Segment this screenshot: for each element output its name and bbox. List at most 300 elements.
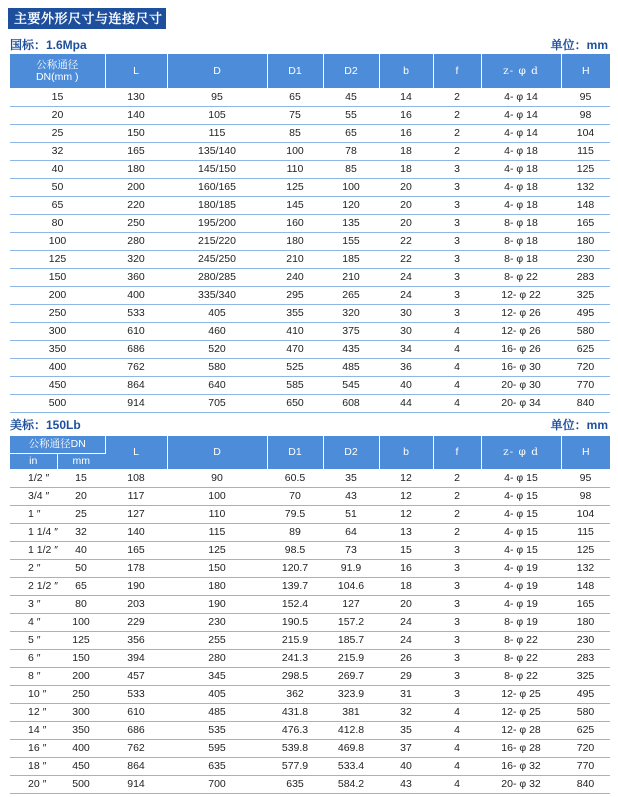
table-cell: 80 xyxy=(10,214,105,232)
table-cell: 215/220 xyxy=(167,232,267,250)
header-zphid: z- φ d xyxy=(481,436,561,469)
table-cell: 65 xyxy=(267,88,323,106)
table-cell: 230 xyxy=(561,631,610,649)
table-row xyxy=(10,739,610,757)
table-cell: 20 xyxy=(57,487,105,505)
table-row xyxy=(10,523,610,541)
table-cell: 18 xyxy=(379,160,433,178)
table-cell: 40 xyxy=(379,757,433,775)
table-cell: 8- φ 18 xyxy=(481,232,561,250)
table-cell: 298.5 xyxy=(267,667,323,685)
header-D: D xyxy=(167,436,267,469)
table-cell: 3 xyxy=(433,196,481,214)
table-cell: 95 xyxy=(561,88,610,106)
table-cell: 412.8 xyxy=(323,721,379,739)
table-row xyxy=(10,178,610,196)
table-cell: 37 xyxy=(379,739,433,757)
table-cell: 104 xyxy=(561,124,610,142)
table-cell: 100 xyxy=(167,487,267,505)
header-in: in xyxy=(10,453,57,469)
table-row xyxy=(10,286,610,304)
table-cell: 4 xyxy=(433,340,481,358)
table-cell: 145 xyxy=(267,196,323,214)
table-cell: 165 xyxy=(105,142,167,160)
table-cell: 350 xyxy=(10,340,105,358)
table-cell: 4- φ 15 xyxy=(481,523,561,541)
table-cell: 325 xyxy=(561,667,610,685)
table-cell: 355 xyxy=(267,304,323,322)
table-cell: 4- φ 18 xyxy=(481,178,561,196)
table-cell: 4- φ 19 xyxy=(481,595,561,613)
table-cell: 95 xyxy=(167,88,267,106)
table-cell: 140 xyxy=(105,106,167,124)
table-cell: 4- φ 14 xyxy=(481,88,561,106)
table-cell: 229 xyxy=(105,613,167,631)
table-cell: 520 xyxy=(167,340,267,358)
table-cell: 3 ″ xyxy=(10,595,57,613)
table-cell: 495 xyxy=(561,304,610,322)
table-cell: 25 xyxy=(57,505,105,523)
table-cell: 89 xyxy=(267,523,323,541)
table-cell: 12- φ 25 xyxy=(481,685,561,703)
header-H: H xyxy=(561,54,610,88)
table-row xyxy=(10,124,610,142)
table-cell: 325 xyxy=(561,286,610,304)
table-cell: 5 ″ xyxy=(10,631,57,649)
table-row xyxy=(10,232,610,250)
table-cell: 180 xyxy=(561,232,610,250)
table-cell: 864 xyxy=(105,757,167,775)
table-cell: 64 xyxy=(323,523,379,541)
table-cell: 16 xyxy=(379,106,433,124)
table-cell: 300 xyxy=(57,703,105,721)
table-cell: 4 xyxy=(433,376,481,394)
table-cell: 190.5 xyxy=(267,613,323,631)
table-cell: 300 xyxy=(10,322,105,340)
table-cell: 157.2 xyxy=(323,613,379,631)
table-cell: 410 xyxy=(267,322,323,340)
table-cell: 450 xyxy=(57,757,105,775)
table-cell: 18 xyxy=(379,142,433,160)
table-row xyxy=(10,214,610,232)
table-cell: 120.7 xyxy=(267,559,323,577)
table-cell: 35 xyxy=(323,469,379,487)
table-cell: 686 xyxy=(105,340,167,358)
table-cell: 26 xyxy=(379,649,433,667)
table-cell: 127 xyxy=(105,505,167,523)
table-cell: 3 xyxy=(433,559,481,577)
table-cell: 24 xyxy=(379,286,433,304)
table-cell: 165 xyxy=(561,595,610,613)
table-cell: 125 xyxy=(57,631,105,649)
table-cell: 12- φ 26 xyxy=(481,304,561,322)
table-cell: 577.9 xyxy=(267,757,323,775)
table-cell: 431.8 xyxy=(267,703,323,721)
table-cell: 29 xyxy=(379,667,433,685)
table-cell: 2 ″ xyxy=(10,559,57,577)
table-cell: 3 xyxy=(433,667,481,685)
table-cell: 35 xyxy=(379,721,433,739)
table-cell: 3 xyxy=(433,685,481,703)
table-cell: 650 xyxy=(267,394,323,412)
table-cell: 3 xyxy=(433,268,481,286)
table-cell: 4 xyxy=(433,739,481,757)
table-row xyxy=(10,196,610,214)
table-cell: 240 xyxy=(267,268,323,286)
table-cell: 200 xyxy=(57,667,105,685)
table-cell: 584.2 xyxy=(323,775,379,793)
table-cell: 720 xyxy=(561,739,610,757)
table-cell: 8- φ 18 xyxy=(481,214,561,232)
table-cell: 381 xyxy=(323,703,379,721)
table-cell: 210 xyxy=(267,250,323,268)
table-cell: 635 xyxy=(267,775,323,793)
header-f: f xyxy=(433,54,481,88)
table-cell: 255 xyxy=(167,631,267,649)
table-row xyxy=(10,613,610,631)
table-cell: 70 xyxy=(267,487,323,505)
table-cell: 125 xyxy=(561,541,610,559)
table-cell: 125 xyxy=(267,178,323,196)
table-cell: 91.9 xyxy=(323,559,379,577)
table-row xyxy=(10,505,610,523)
table-cell: 533 xyxy=(105,685,167,703)
table-row xyxy=(10,667,610,685)
table-cell: 3 xyxy=(433,613,481,631)
table-cell: 3 xyxy=(433,304,481,322)
table-cell: 8- φ 18 xyxy=(481,250,561,268)
table-cell: 20 ″ xyxy=(10,775,57,793)
header-mm: mm xyxy=(57,453,105,469)
table-cell: 78 xyxy=(323,142,379,160)
section2-label: 美标：150Lb xyxy=(10,418,81,432)
table-cell: 280 xyxy=(105,232,167,250)
table-cell: 245/250 xyxy=(167,250,267,268)
table-cell: 2 xyxy=(433,469,481,487)
table-cell: 720 xyxy=(561,358,610,376)
table-cell: 55 xyxy=(323,106,379,124)
header-D1: D1 xyxy=(267,54,323,88)
table-cell: 485 xyxy=(167,703,267,721)
table-cell: 3/4 ″ xyxy=(10,487,57,505)
table-cell: 98 xyxy=(561,487,610,505)
table-cell: 4 xyxy=(433,721,481,739)
table-cell: 4- φ 15 xyxy=(481,541,561,559)
table-cell: 535 xyxy=(167,721,267,739)
table-cell: 65 xyxy=(323,124,379,142)
table-row xyxy=(10,160,610,178)
table-cell: 215.9 xyxy=(323,649,379,667)
table-cell: 14 ″ xyxy=(10,721,57,739)
table-cell: 185 xyxy=(323,250,379,268)
table-cell: 12- φ 28 xyxy=(481,721,561,739)
table-cell: 362 xyxy=(267,685,323,703)
table-cell: 700 xyxy=(167,775,267,793)
table-cell: 4 xyxy=(433,757,481,775)
header-D2: D2 xyxy=(323,436,379,469)
header-b: b xyxy=(379,436,433,469)
table-cell: 65 xyxy=(10,196,105,214)
table-cell: 16- φ 32 xyxy=(481,757,561,775)
section2-unit: 单位：mm xyxy=(550,418,608,432)
table-cell: 323.9 xyxy=(323,685,379,703)
table-cell: 16- φ 26 xyxy=(481,340,561,358)
table-cell: 3 xyxy=(433,250,481,268)
table-cell: 125 xyxy=(10,250,105,268)
header-H: H xyxy=(561,436,610,469)
table-cell: 16 xyxy=(379,559,433,577)
table-cell: 3 xyxy=(433,232,481,250)
table-cell: 43 xyxy=(323,487,379,505)
table-cell: 105 xyxy=(167,106,267,124)
table-cell: 18 ″ xyxy=(10,757,57,775)
table-cell: 85 xyxy=(267,124,323,142)
table-cell: 4- φ 18 xyxy=(481,196,561,214)
table-cell: 762 xyxy=(105,739,167,757)
table-row xyxy=(10,577,610,595)
table-row xyxy=(10,595,610,613)
table-cell: 45 xyxy=(323,88,379,106)
header-L: L xyxy=(105,54,167,88)
table-cell: 148 xyxy=(561,577,610,595)
table-cell: 12 ″ xyxy=(10,703,57,721)
table-row xyxy=(10,250,610,268)
table-cell: 18 xyxy=(379,577,433,595)
table-cell: 65 xyxy=(57,577,105,595)
table-cell: 250 xyxy=(10,304,105,322)
table-cell: 770 xyxy=(561,757,610,775)
table-cell: 125 xyxy=(167,541,267,559)
table-cell: 345 xyxy=(167,667,267,685)
table-cell: 2 xyxy=(433,106,481,124)
table-cell: 3 xyxy=(433,160,481,178)
table-cell: 625 xyxy=(561,340,610,358)
table-cell: 470 xyxy=(267,340,323,358)
table-cell: 95 xyxy=(561,469,610,487)
table-cell: 4- φ 18 xyxy=(481,160,561,178)
table-cell: 840 xyxy=(561,394,610,412)
table-cell: 34 xyxy=(379,340,433,358)
table-cell: 4 xyxy=(433,322,481,340)
table-cell: 2 xyxy=(433,124,481,142)
table-cell: 230 xyxy=(561,250,610,268)
table-cell: 160 xyxy=(267,214,323,232)
table-cell: 100 xyxy=(323,178,379,196)
table-cell: 155 xyxy=(323,232,379,250)
table-cell: 32 xyxy=(10,142,105,160)
table-cell: 610 xyxy=(105,703,167,721)
table-cell: 525 xyxy=(267,358,323,376)
table-cell: 127 xyxy=(323,595,379,613)
table-cell: 203 xyxy=(105,595,167,613)
table-cell: 3 xyxy=(433,286,481,304)
header-D1: D1 xyxy=(267,436,323,469)
table-cell: 117 xyxy=(105,487,167,505)
table-cell: 152.4 xyxy=(267,595,323,613)
section1-label: 国标：1.6Mpa xyxy=(10,38,87,52)
table-row xyxy=(10,340,610,358)
table-cell: 98.5 xyxy=(267,541,323,559)
table-cell: 75 xyxy=(267,106,323,124)
table-cell: 265 xyxy=(323,286,379,304)
table-cell: 350 xyxy=(57,721,105,739)
table-cell: 545 xyxy=(323,376,379,394)
table-cell: 185.7 xyxy=(323,631,379,649)
table-cell: 4- φ 19 xyxy=(481,559,561,577)
table-cell: 269.7 xyxy=(323,667,379,685)
table-cell: 241.3 xyxy=(267,649,323,667)
table-cell: 104 xyxy=(561,505,610,523)
table-cell: 400 xyxy=(57,739,105,757)
table-row xyxy=(10,703,610,721)
table-cell: 15 xyxy=(379,541,433,559)
table-cell: 3 xyxy=(433,214,481,232)
table-cell: 73 xyxy=(323,541,379,559)
table-cell: 2 xyxy=(433,505,481,523)
table-cell: 435 xyxy=(323,340,379,358)
table-cell: 4 xyxy=(433,394,481,412)
table-cell: 8- φ 22 xyxy=(481,631,561,649)
table-cell: 120 xyxy=(323,196,379,214)
table-cell: 40 xyxy=(57,541,105,559)
table-cell: 580 xyxy=(167,358,267,376)
table-cell: 31 xyxy=(379,685,433,703)
table-row xyxy=(10,322,610,340)
table-cell: 8- φ 22 xyxy=(481,268,561,286)
table-cell: 8- φ 22 xyxy=(481,649,561,667)
table-cell: 25 xyxy=(10,124,105,142)
table-cell: 2 xyxy=(433,142,481,160)
table-cell: 135/140 xyxy=(167,142,267,160)
table-cell: 140 xyxy=(105,523,167,541)
table-cell: 686 xyxy=(105,721,167,739)
table-cell: 400 xyxy=(105,286,167,304)
header-dn: 公称通径DN xyxy=(10,436,105,453)
table-cell: 32 xyxy=(57,523,105,541)
table-cell: 4 ″ xyxy=(10,613,57,631)
table-cell: 13 xyxy=(379,523,433,541)
table-cell: 295 xyxy=(267,286,323,304)
table-cell: 762 xyxy=(105,358,167,376)
table-cell: 180 xyxy=(167,577,267,595)
table-cell: 180 xyxy=(267,232,323,250)
table-cell: 115 xyxy=(561,523,610,541)
table-cell: 150 xyxy=(57,649,105,667)
table-cell: 30 xyxy=(379,304,433,322)
table-cell: 100 xyxy=(57,613,105,631)
table-cell: 2 xyxy=(433,487,481,505)
table-cell: 110 xyxy=(167,505,267,523)
table-cell: 79.5 xyxy=(267,505,323,523)
table-cell: 705 xyxy=(167,394,267,412)
table-cell: 178 xyxy=(105,559,167,577)
table-cell: 160/165 xyxy=(167,178,267,196)
table-cell: 80 xyxy=(57,595,105,613)
table-cell: 20 xyxy=(379,196,433,214)
table-cell: 4 xyxy=(433,358,481,376)
table-cell: 150 xyxy=(105,124,167,142)
table-cell: 104.6 xyxy=(323,577,379,595)
table-cell: 3 xyxy=(433,631,481,649)
table-cell: 12- φ 22 xyxy=(481,286,561,304)
table-cell: 3 xyxy=(433,577,481,595)
table-cell: 640 xyxy=(167,376,267,394)
table-cell: 110 xyxy=(267,160,323,178)
table-cell: 840 xyxy=(561,775,610,793)
header-D2: D2 xyxy=(323,54,379,88)
table-cell: 4- φ 14 xyxy=(481,124,561,142)
table-cell: 580 xyxy=(561,703,610,721)
table-cell: 2 xyxy=(433,88,481,106)
table-cell: 90 xyxy=(167,469,267,487)
table-cell: 250 xyxy=(57,685,105,703)
table-cell: 335/340 xyxy=(167,286,267,304)
table-cell: 14 xyxy=(379,88,433,106)
table-row xyxy=(10,487,610,505)
table-cell: 130 xyxy=(105,88,167,106)
table-row xyxy=(10,358,610,376)
table-cell: 1 1/2 ″ xyxy=(10,541,57,559)
table-cell: 24 xyxy=(379,268,433,286)
table-cell: 16- φ 30 xyxy=(481,358,561,376)
table-cell: 3 xyxy=(433,595,481,613)
header-f: f xyxy=(433,436,481,469)
header-b: b xyxy=(379,54,433,88)
table-cell: 450 xyxy=(10,376,105,394)
table-cell: 10 ″ xyxy=(10,685,57,703)
table-row xyxy=(10,88,610,106)
table-cell: 180 xyxy=(561,613,610,631)
table-cell: 190 xyxy=(105,577,167,595)
table-row xyxy=(10,631,610,649)
table-cell: 200 xyxy=(105,178,167,196)
table-cell: 250 xyxy=(105,214,167,232)
table-cell: 320 xyxy=(105,250,167,268)
table-cell: 580 xyxy=(561,322,610,340)
table-cell: 43 xyxy=(379,775,433,793)
table-cell: 20 xyxy=(10,106,105,124)
table-cell: 533 xyxy=(105,304,167,322)
table-cell: 195/200 xyxy=(167,214,267,232)
table-cell: 12 xyxy=(379,469,433,487)
table-cell: 24 xyxy=(379,631,433,649)
table-row xyxy=(10,541,610,559)
table-cell: 215.9 xyxy=(267,631,323,649)
section1-unit: 单位：mm xyxy=(550,38,608,52)
table-cell: 500 xyxy=(10,394,105,412)
table-cell: 230 xyxy=(167,613,267,631)
table-cell: 20- φ 30 xyxy=(481,376,561,394)
page-title: 主要外形尺寸与连接尺寸 xyxy=(8,8,166,29)
table-cell: 864 xyxy=(105,376,167,394)
table-cell: 139.7 xyxy=(267,577,323,595)
table-cell: 190 xyxy=(167,595,267,613)
table-row xyxy=(10,304,610,322)
table-cell: 280 xyxy=(167,649,267,667)
table-cell: 4- φ 18 xyxy=(481,142,561,160)
table-header-row xyxy=(10,54,610,88)
table-cell: 40 xyxy=(379,376,433,394)
table-cell: 360 xyxy=(105,268,167,286)
table-cell: 148 xyxy=(561,196,610,214)
table-cell: 44 xyxy=(379,394,433,412)
table-cell: 50 xyxy=(57,559,105,577)
table-cell: 12- φ 25 xyxy=(481,703,561,721)
table-cell: 533.4 xyxy=(323,757,379,775)
table-cell: 4- φ 14 xyxy=(481,106,561,124)
table-cell: 610 xyxy=(105,322,167,340)
table-cell: 608 xyxy=(323,394,379,412)
